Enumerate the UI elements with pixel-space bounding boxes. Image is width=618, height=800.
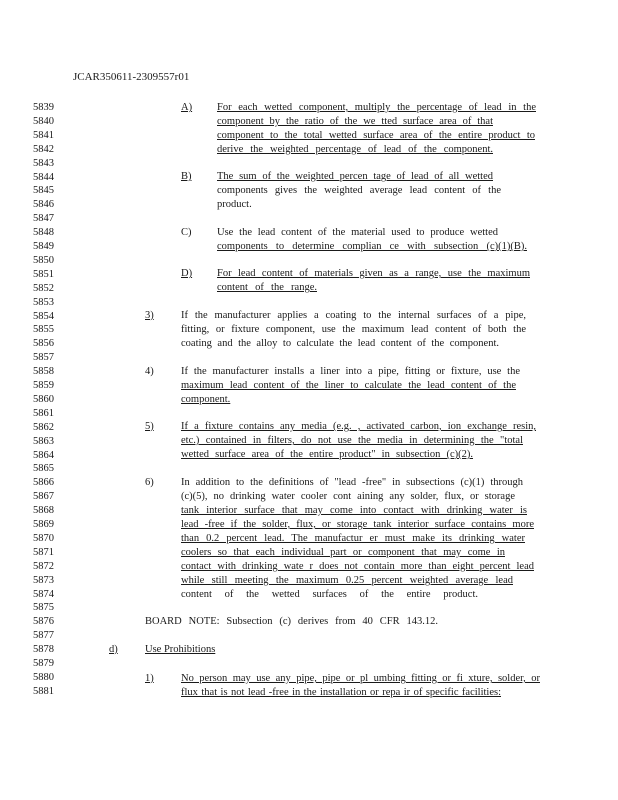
line-number: 5840 [33, 115, 54, 127]
para-6-line-8: while still meeting the maximum 0.25 percent weighted average lead [181, 575, 513, 586]
para-3-line-1: If the manufacturer applies a coating to the internal surfaces of a pipe, [181, 310, 526, 321]
line-number: 5854 [33, 310, 54, 322]
line-number: 5845 [33, 185, 54, 197]
item-A-line-1: For each wetted component, multiply the percentage of lead in the [217, 102, 536, 113]
line-number: 5866 [33, 477, 54, 489]
line-number: 5872 [33, 560, 54, 572]
para-6-line-3: tank interior surface that may come into contact with drinking water is [181, 505, 527, 516]
item-C-line-1: Use the lead content of the material used to produce wetted [217, 227, 498, 238]
line-number: 5874 [33, 588, 54, 600]
line-number: 5867 [33, 491, 54, 503]
line-number: 5846 [33, 199, 54, 211]
line-number: 5859 [33, 380, 54, 391]
line-number: 5861 [33, 407, 54, 419]
line-number: 5842 [33, 143, 54, 155]
line-number: 5856 [33, 338, 54, 350]
line-number: 5855 [33, 324, 54, 336]
para-3-line-3: coating and the alloy to calculate the lead content of the component. [181, 338, 499, 349]
para-5-line-1: If a fixture contains any media (e.g. , activated carbon, ion exchange resin, [181, 421, 536, 432]
para-4-line-3: component. [181, 394, 231, 405]
line-number: 5847 [33, 213, 54, 225]
para-4-line-1: If the manufacturer installs a liner into a pipe, fitting or fixture, use the [181, 366, 520, 377]
para-marker-5: 5) [145, 421, 154, 432]
para-1-line-1: No person may use any pipe, pipe or pl umbing fitting or fi xture, solder, or [181, 673, 540, 684]
item-B-line-2: components gives the weighted average lead content of the [217, 185, 501, 196]
para-marker-6: 6) [145, 477, 154, 488]
document-id: JCAR350611-2309557r01 [73, 71, 190, 83]
line-number: 5848 [33, 227, 54, 239]
item-marker-D: D) [181, 268, 193, 279]
item-A-line-4: derive the weighted percentage of lead of the component. [217, 144, 493, 155]
item-B-line-1: The sum of the weighted percen tage of lead of all wetted [217, 171, 493, 182]
line-number: 5864 [33, 449, 54, 461]
para-marker-4: 4) [145, 366, 154, 377]
line-number: 5868 [33, 505, 54, 517]
para-3-line-2: fitting, or fixture component, use the maximum lead content of both the [181, 324, 526, 335]
line-number: 5881 [33, 685, 54, 697]
item-A-line-2: component by the ratio of the we tted surface area of that [217, 116, 493, 127]
line-number: 5878 [33, 644, 54, 656]
line-number: 5865 [33, 463, 54, 475]
line-number: 5849 [33, 241, 54, 252]
line-number: 5851 [33, 268, 54, 280]
item-B-line-3: product. [217, 199, 252, 210]
line-number: 5857 [33, 352, 54, 364]
line-number: 5869 [33, 519, 54, 530]
line-number: 5870 [33, 532, 54, 544]
line-number: 5871 [33, 546, 54, 558]
line-number: 5852 [33, 282, 54, 294]
line-number: 5876 [33, 616, 54, 628]
item-A-line-3: component to the total wetted surface area of the entire product to [217, 130, 535, 141]
line-number: 5877 [33, 630, 54, 642]
para-4-line-2: maximum lead content of the liner to calculate the lead content of the [181, 380, 516, 391]
subsection-marker-d: d) [109, 644, 118, 655]
line-number: 5850 [33, 254, 54, 266]
item-marker-B: B) [181, 171, 192, 182]
para-6-line-5: than 0.2 percent lead. The manufactur er must make its drinking water [181, 533, 525, 544]
para-5-line-3: wetted surface area of the entire product" in subsection (c)(2). [181, 449, 473, 460]
para-6-line-6: coolers so that each individual part or component that may come in [181, 547, 505, 558]
line-number: 5860 [33, 393, 54, 405]
line-number: 5879 [33, 658, 54, 669]
line-number: 5863 [33, 435, 54, 447]
line-number: 5839 [33, 102, 54, 113]
line-number: 5843 [33, 157, 54, 169]
para-6-line-2: (c)(5), no drinking water cooler cont aining any solder, flux, or storage [181, 491, 515, 502]
item-marker-A: A) [181, 102, 193, 113]
line-number: 5858 [33, 366, 54, 378]
board-note: BOARD NOTE: Subsection (c) derives from 40 CFR 143.12. [145, 616, 438, 627]
subsection-d-title: Use Prohibitions [145, 644, 216, 655]
para-6-line-9: content of the wetted surfaces of the entire product. [181, 589, 478, 600]
para-5-line-2: etc.) contained in filters, do not use the media in determining the "total [181, 435, 523, 446]
line-number: 5853 [33, 296, 54, 308]
line-number: 5880 [33, 671, 54, 683]
line-number: 5873 [33, 574, 54, 586]
line-number: 5875 [33, 602, 54, 614]
para-marker-3: 3) [145, 310, 154, 321]
item-D-line-2: content of the range. [217, 282, 317, 293]
para-1-line-2: flux that is not lead -free in the installation or repa ir of specific facilities: [181, 687, 501, 698]
para-6-line-1: In addition to the definitions of "lead -free" in subsections (c)(1) through [181, 477, 523, 488]
para-marker-1: 1) [145, 673, 154, 684]
line-number: 5841 [33, 129, 54, 141]
para-6-line-7: contact with drinking wate r does not contain more than eight percent lead [181, 561, 534, 572]
para-6-line-4: lead -free if the solder, flux, or storage tank interior surface contains more [181, 519, 534, 530]
line-number: 5862 [33, 421, 54, 433]
item-marker-C: C) [181, 227, 192, 238]
item-C-line-2: components to determine complian ce with subsection (c)(1)(B). [217, 241, 527, 252]
item-D-line-1: For lead content of materials given as a range, use the maximum [217, 268, 530, 279]
line-number: 5844 [33, 171, 54, 183]
